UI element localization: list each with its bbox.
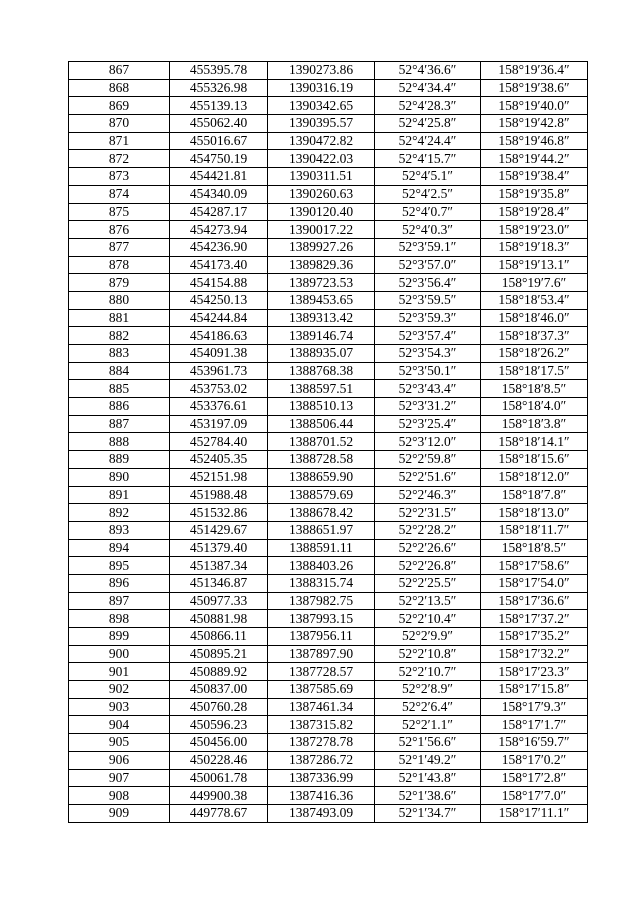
point-number-cell: 909 <box>69 804 170 822</box>
table-row <box>69 97 588 115</box>
latitude-cell: 52°3′43.4″ <box>375 380 481 398</box>
point-number-cell: 905 <box>69 734 170 752</box>
table-row <box>69 398 588 416</box>
longitude-cell: 158°18′12.0″ <box>481 468 588 486</box>
table-row <box>69 433 588 451</box>
x-coordinate-cell: 454273.94 <box>170 221 268 239</box>
y-coordinate-cell: 1388701.52 <box>268 433 375 451</box>
x-coordinate-cell: 454287.17 <box>170 203 268 221</box>
point-number-cell: 882 <box>69 327 170 345</box>
x-coordinate-cell: 453961.73 <box>170 362 268 380</box>
latitude-cell: 52°1′43.8″ <box>375 769 481 787</box>
table-row <box>69 787 588 805</box>
x-coordinate-cell: 450977.33 <box>170 592 268 610</box>
longitude-cell: 158°19′38.6″ <box>481 79 588 97</box>
latitude-cell: 52°2′10.4″ <box>375 610 481 628</box>
y-coordinate-cell: 1390472.82 <box>268 132 375 150</box>
table-row <box>69 574 588 592</box>
x-coordinate-cell: 455062.40 <box>170 115 268 133</box>
point-number-cell: 875 <box>69 203 170 221</box>
x-coordinate-cell: 450061.78 <box>170 769 268 787</box>
point-number-cell: 874 <box>69 185 170 203</box>
x-coordinate-cell: 454250.13 <box>170 291 268 309</box>
latitude-cell: 52°2′10.8″ <box>375 645 481 663</box>
y-coordinate-cell: 1390316.19 <box>268 79 375 97</box>
point-number-cell: 903 <box>69 698 170 716</box>
longitude-cell: 158°19′36.4″ <box>481 62 588 80</box>
latitude-cell: 52°3′59.3″ <box>375 309 481 327</box>
latitude-cell: 52°4′5.1″ <box>375 168 481 186</box>
longitude-cell: 158°18′8.5″ <box>481 380 588 398</box>
longitude-cell: 158°18′46.0″ <box>481 309 588 327</box>
table-row <box>69 539 588 557</box>
point-number-cell: 871 <box>69 132 170 150</box>
point-number-cell: 867 <box>69 62 170 80</box>
longitude-cell: 158°19′38.4″ <box>481 168 588 186</box>
longitude-cell: 158°18′7.8″ <box>481 486 588 504</box>
latitude-cell: 52°2′10.7″ <box>375 663 481 681</box>
point-number-cell: 900 <box>69 645 170 663</box>
latitude-cell: 52°2′9.9″ <box>375 628 481 646</box>
latitude-cell: 52°2′28.2″ <box>375 521 481 539</box>
x-coordinate-cell: 454091.38 <box>170 345 268 363</box>
y-coordinate-cell: 1388768.38 <box>268 362 375 380</box>
x-coordinate-cell: 455139.13 <box>170 97 268 115</box>
longitude-cell: 158°17′58.6″ <box>481 557 588 575</box>
x-coordinate-cell: 454244.84 <box>170 309 268 327</box>
longitude-cell: 158°18′53.4″ <box>481 291 588 309</box>
x-coordinate-cell: 452784.40 <box>170 433 268 451</box>
y-coordinate-cell: 1387461.34 <box>268 698 375 716</box>
latitude-cell: 52°2′46.3″ <box>375 486 481 504</box>
x-coordinate-cell: 451379.40 <box>170 539 268 557</box>
point-number-cell: 895 <box>69 557 170 575</box>
y-coordinate-cell: 1389927.26 <box>268 238 375 256</box>
point-number-cell: 886 <box>69 398 170 416</box>
latitude-cell: 52°4′15.7″ <box>375 150 481 168</box>
x-coordinate-cell: 450456.00 <box>170 734 268 752</box>
table-row <box>69 256 588 274</box>
longitude-cell: 158°17′7.0″ <box>481 787 588 805</box>
table-row <box>69 327 588 345</box>
x-coordinate-cell: 451429.67 <box>170 521 268 539</box>
table-row <box>69 804 588 822</box>
latitude-cell: 52°4′24.4″ <box>375 132 481 150</box>
x-coordinate-cell: 450596.23 <box>170 716 268 734</box>
table-row <box>69 592 588 610</box>
table-row <box>69 150 588 168</box>
y-coordinate-cell: 1388591.11 <box>268 539 375 557</box>
latitude-cell: 52°2′6.4″ <box>375 698 481 716</box>
longitude-cell: 158°19′44.2″ <box>481 150 588 168</box>
y-coordinate-cell: 1388403.26 <box>268 557 375 575</box>
x-coordinate-cell: 454421.81 <box>170 168 268 186</box>
point-number-cell: 885 <box>69 380 170 398</box>
y-coordinate-cell: 1388510.13 <box>268 398 375 416</box>
table-row <box>69 203 588 221</box>
longitude-cell: 158°17′23.3″ <box>481 663 588 681</box>
table-row <box>69 716 588 734</box>
x-coordinate-cell: 450760.28 <box>170 698 268 716</box>
y-coordinate-cell: 1389313.42 <box>268 309 375 327</box>
point-number-cell: 872 <box>69 150 170 168</box>
y-coordinate-cell: 1387728.57 <box>268 663 375 681</box>
point-number-cell: 879 <box>69 274 170 292</box>
latitude-cell: 52°2′26.8″ <box>375 557 481 575</box>
longitude-cell: 158°18′37.3″ <box>481 327 588 345</box>
table-row <box>69 468 588 486</box>
latitude-cell: 52°3′57.0″ <box>375 256 481 274</box>
point-number-cell: 893 <box>69 521 170 539</box>
y-coordinate-cell: 1388597.51 <box>268 380 375 398</box>
longitude-cell: 158°17′37.2″ <box>481 610 588 628</box>
table-row <box>69 734 588 752</box>
coordinates-table <box>68 61 588 823</box>
y-coordinate-cell: 1389146.74 <box>268 327 375 345</box>
x-coordinate-cell: 454750.19 <box>170 150 268 168</box>
point-number-cell: 898 <box>69 610 170 628</box>
longitude-cell: 158°17′11.1″ <box>481 804 588 822</box>
longitude-cell: 158°17′0.2″ <box>481 751 588 769</box>
latitude-cell: 52°1′56.6″ <box>375 734 481 752</box>
point-number-cell: 884 <box>69 362 170 380</box>
point-number-cell: 888 <box>69 433 170 451</box>
y-coordinate-cell: 1387897.90 <box>268 645 375 663</box>
table-row <box>69 521 588 539</box>
point-number-cell: 894 <box>69 539 170 557</box>
x-coordinate-cell: 454186.63 <box>170 327 268 345</box>
longitude-cell: 158°17′36.6″ <box>481 592 588 610</box>
latitude-cell: 52°3′31.2″ <box>375 398 481 416</box>
longitude-cell: 158°18′3.8″ <box>481 415 588 433</box>
table-row <box>69 221 588 239</box>
point-number-cell: 901 <box>69 663 170 681</box>
y-coordinate-cell: 1387315.82 <box>268 716 375 734</box>
y-coordinate-cell: 1387416.36 <box>268 787 375 805</box>
point-number-cell: 876 <box>69 221 170 239</box>
longitude-cell: 158°18′26.2″ <box>481 345 588 363</box>
x-coordinate-cell: 454154.88 <box>170 274 268 292</box>
y-coordinate-cell: 1387286.72 <box>268 751 375 769</box>
longitude-cell: 158°19′40.0″ <box>481 97 588 115</box>
x-coordinate-cell: 450881.98 <box>170 610 268 628</box>
table-row <box>69 451 588 469</box>
table-row <box>69 345 588 363</box>
latitude-cell: 52°4′25.8″ <box>375 115 481 133</box>
table-row <box>69 504 588 522</box>
table-row <box>69 185 588 203</box>
point-number-cell: 883 <box>69 345 170 363</box>
table-row <box>69 79 588 97</box>
longitude-cell: 158°19′7.6″ <box>481 274 588 292</box>
longitude-cell: 158°16′59.7″ <box>481 734 588 752</box>
point-number-cell: 908 <box>69 787 170 805</box>
coordinates-table-body <box>69 62 588 823</box>
table-row <box>69 132 588 150</box>
y-coordinate-cell: 1387493.09 <box>268 804 375 822</box>
table-row <box>69 486 588 504</box>
y-coordinate-cell: 1388678.42 <box>268 504 375 522</box>
table-row <box>69 663 588 681</box>
longitude-cell: 158°19′42.8″ <box>481 115 588 133</box>
x-coordinate-cell: 450228.46 <box>170 751 268 769</box>
latitude-cell: 52°3′59.5″ <box>375 291 481 309</box>
point-number-cell: 896 <box>69 574 170 592</box>
y-coordinate-cell: 1390120.40 <box>268 203 375 221</box>
y-coordinate-cell: 1390395.57 <box>268 115 375 133</box>
latitude-cell: 52°1′49.2″ <box>375 751 481 769</box>
latitude-cell: 52°2′13.5″ <box>375 592 481 610</box>
longitude-cell: 158°19′23.0″ <box>481 221 588 239</box>
x-coordinate-cell: 451387.34 <box>170 557 268 575</box>
y-coordinate-cell: 1388728.58 <box>268 451 375 469</box>
point-number-cell: 887 <box>69 415 170 433</box>
x-coordinate-cell: 452151.98 <box>170 468 268 486</box>
longitude-cell: 158°18′8.5″ <box>481 539 588 557</box>
latitude-cell: 52°4′34.4″ <box>375 79 481 97</box>
longitude-cell: 158°19′18.3″ <box>481 238 588 256</box>
latitude-cell: 52°2′26.6″ <box>375 539 481 557</box>
point-number-cell: 877 <box>69 238 170 256</box>
table-row <box>69 698 588 716</box>
longitude-cell: 158°19′13.1″ <box>481 256 588 274</box>
table-row <box>69 751 588 769</box>
table-row <box>69 628 588 646</box>
x-coordinate-cell: 454340.09 <box>170 185 268 203</box>
x-coordinate-cell: 453753.02 <box>170 380 268 398</box>
table-row <box>69 168 588 186</box>
y-coordinate-cell: 1387336.99 <box>268 769 375 787</box>
x-coordinate-cell: 455016.67 <box>170 132 268 150</box>
point-number-cell: 881 <box>69 309 170 327</box>
table-row <box>69 362 588 380</box>
longitude-cell: 158°18′11.7″ <box>481 521 588 539</box>
point-number-cell: 902 <box>69 681 170 699</box>
longitude-cell: 158°18′14.1″ <box>481 433 588 451</box>
table-row <box>69 380 588 398</box>
y-coordinate-cell: 1390342.65 <box>268 97 375 115</box>
x-coordinate-cell: 454173.40 <box>170 256 268 274</box>
longitude-cell: 158°17′1.7″ <box>481 716 588 734</box>
y-coordinate-cell: 1387982.75 <box>268 592 375 610</box>
point-number-cell: 899 <box>69 628 170 646</box>
y-coordinate-cell: 1388935.07 <box>268 345 375 363</box>
point-number-cell: 891 <box>69 486 170 504</box>
y-coordinate-cell: 1388315.74 <box>268 574 375 592</box>
y-coordinate-cell: 1388579.69 <box>268 486 375 504</box>
point-number-cell: 907 <box>69 769 170 787</box>
table-row <box>69 769 588 787</box>
point-number-cell: 906 <box>69 751 170 769</box>
table-row <box>69 115 588 133</box>
y-coordinate-cell: 1390311.51 <box>268 168 375 186</box>
y-coordinate-cell: 1388651.97 <box>268 521 375 539</box>
y-coordinate-cell: 1390273.86 <box>268 62 375 80</box>
longitude-cell: 158°19′46.8″ <box>481 132 588 150</box>
point-number-cell: 870 <box>69 115 170 133</box>
point-number-cell: 878 <box>69 256 170 274</box>
longitude-cell: 158°17′2.8″ <box>481 769 588 787</box>
point-number-cell: 890 <box>69 468 170 486</box>
longitude-cell: 158°19′28.4″ <box>481 203 588 221</box>
x-coordinate-cell: 452405.35 <box>170 451 268 469</box>
point-number-cell: 868 <box>69 79 170 97</box>
longitude-cell: 158°18′17.5″ <box>481 362 588 380</box>
point-number-cell: 892 <box>69 504 170 522</box>
longitude-cell: 158°18′15.6″ <box>481 451 588 469</box>
table-row <box>69 415 588 433</box>
latitude-cell: 52°3′56.4″ <box>375 274 481 292</box>
latitude-cell: 52°4′0.3″ <box>375 221 481 239</box>
point-number-cell: 873 <box>69 168 170 186</box>
latitude-cell: 52°4′0.7″ <box>375 203 481 221</box>
x-coordinate-cell: 451988.48 <box>170 486 268 504</box>
x-coordinate-cell: 451346.87 <box>170 574 268 592</box>
latitude-cell: 52°3′57.4″ <box>375 327 481 345</box>
y-coordinate-cell: 1390017.22 <box>268 221 375 239</box>
latitude-cell: 52°2′31.5″ <box>375 504 481 522</box>
latitude-cell: 52°4′36.6″ <box>375 62 481 80</box>
latitude-cell: 52°3′25.4″ <box>375 415 481 433</box>
x-coordinate-cell: 453197.09 <box>170 415 268 433</box>
table-row <box>69 274 588 292</box>
point-number-cell: 869 <box>69 97 170 115</box>
longitude-cell: 158°17′15.8″ <box>481 681 588 699</box>
latitude-cell: 52°2′1.1″ <box>375 716 481 734</box>
point-number-cell: 897 <box>69 592 170 610</box>
x-coordinate-cell: 450866.11 <box>170 628 268 646</box>
latitude-cell: 52°2′8.9″ <box>375 681 481 699</box>
table-row <box>69 309 588 327</box>
x-coordinate-cell: 455395.78 <box>170 62 268 80</box>
longitude-cell: 158°18′4.0″ <box>481 398 588 416</box>
y-coordinate-cell: 1388506.44 <box>268 415 375 433</box>
table-row <box>69 681 588 699</box>
y-coordinate-cell: 1389723.53 <box>268 274 375 292</box>
y-coordinate-cell: 1390260.63 <box>268 185 375 203</box>
point-number-cell: 880 <box>69 291 170 309</box>
latitude-cell: 52°4′2.5″ <box>375 185 481 203</box>
longitude-cell: 158°19′35.8″ <box>481 185 588 203</box>
latitude-cell: 52°3′54.3″ <box>375 345 481 363</box>
y-coordinate-cell: 1387278.78 <box>268 734 375 752</box>
x-coordinate-cell: 449900.38 <box>170 787 268 805</box>
y-coordinate-cell: 1389829.36 <box>268 256 375 274</box>
x-coordinate-cell: 450889.92 <box>170 663 268 681</box>
longitude-cell: 158°17′35.2″ <box>481 628 588 646</box>
x-coordinate-cell: 450837.00 <box>170 681 268 699</box>
y-coordinate-cell: 1389453.65 <box>268 291 375 309</box>
table-row <box>69 62 588 80</box>
point-number-cell: 904 <box>69 716 170 734</box>
table-row <box>69 610 588 628</box>
table-row <box>69 645 588 663</box>
x-coordinate-cell: 450895.21 <box>170 645 268 663</box>
table-row <box>69 291 588 309</box>
y-coordinate-cell: 1387993.15 <box>268 610 375 628</box>
longitude-cell: 158°17′32.2″ <box>481 645 588 663</box>
point-number-cell: 889 <box>69 451 170 469</box>
latitude-cell: 52°2′51.6″ <box>375 468 481 486</box>
latitude-cell: 52°1′34.7″ <box>375 804 481 822</box>
longitude-cell: 158°18′13.0″ <box>481 504 588 522</box>
latitude-cell: 52°2′59.8″ <box>375 451 481 469</box>
y-coordinate-cell: 1387956.11 <box>268 628 375 646</box>
y-coordinate-cell: 1388659.90 <box>268 468 375 486</box>
latitude-cell: 52°3′59.1″ <box>375 238 481 256</box>
latitude-cell: 52°3′50.1″ <box>375 362 481 380</box>
latitude-cell: 52°2′25.5″ <box>375 574 481 592</box>
x-coordinate-cell: 451532.86 <box>170 504 268 522</box>
y-coordinate-cell: 1390422.03 <box>268 150 375 168</box>
latitude-cell: 52°4′28.3″ <box>375 97 481 115</box>
longitude-cell: 158°17′54.0″ <box>481 574 588 592</box>
longitude-cell: 158°17′9.3″ <box>481 698 588 716</box>
x-coordinate-cell: 453376.61 <box>170 398 268 416</box>
x-coordinate-cell: 454236.90 <box>170 238 268 256</box>
table-row <box>69 238 588 256</box>
table-row <box>69 557 588 575</box>
x-coordinate-cell: 449778.67 <box>170 804 268 822</box>
latitude-cell: 52°3′12.0″ <box>375 433 481 451</box>
x-coordinate-cell: 455326.98 <box>170 79 268 97</box>
latitude-cell: 52°1′38.6″ <box>375 787 481 805</box>
y-coordinate-cell: 1387585.69 <box>268 681 375 699</box>
